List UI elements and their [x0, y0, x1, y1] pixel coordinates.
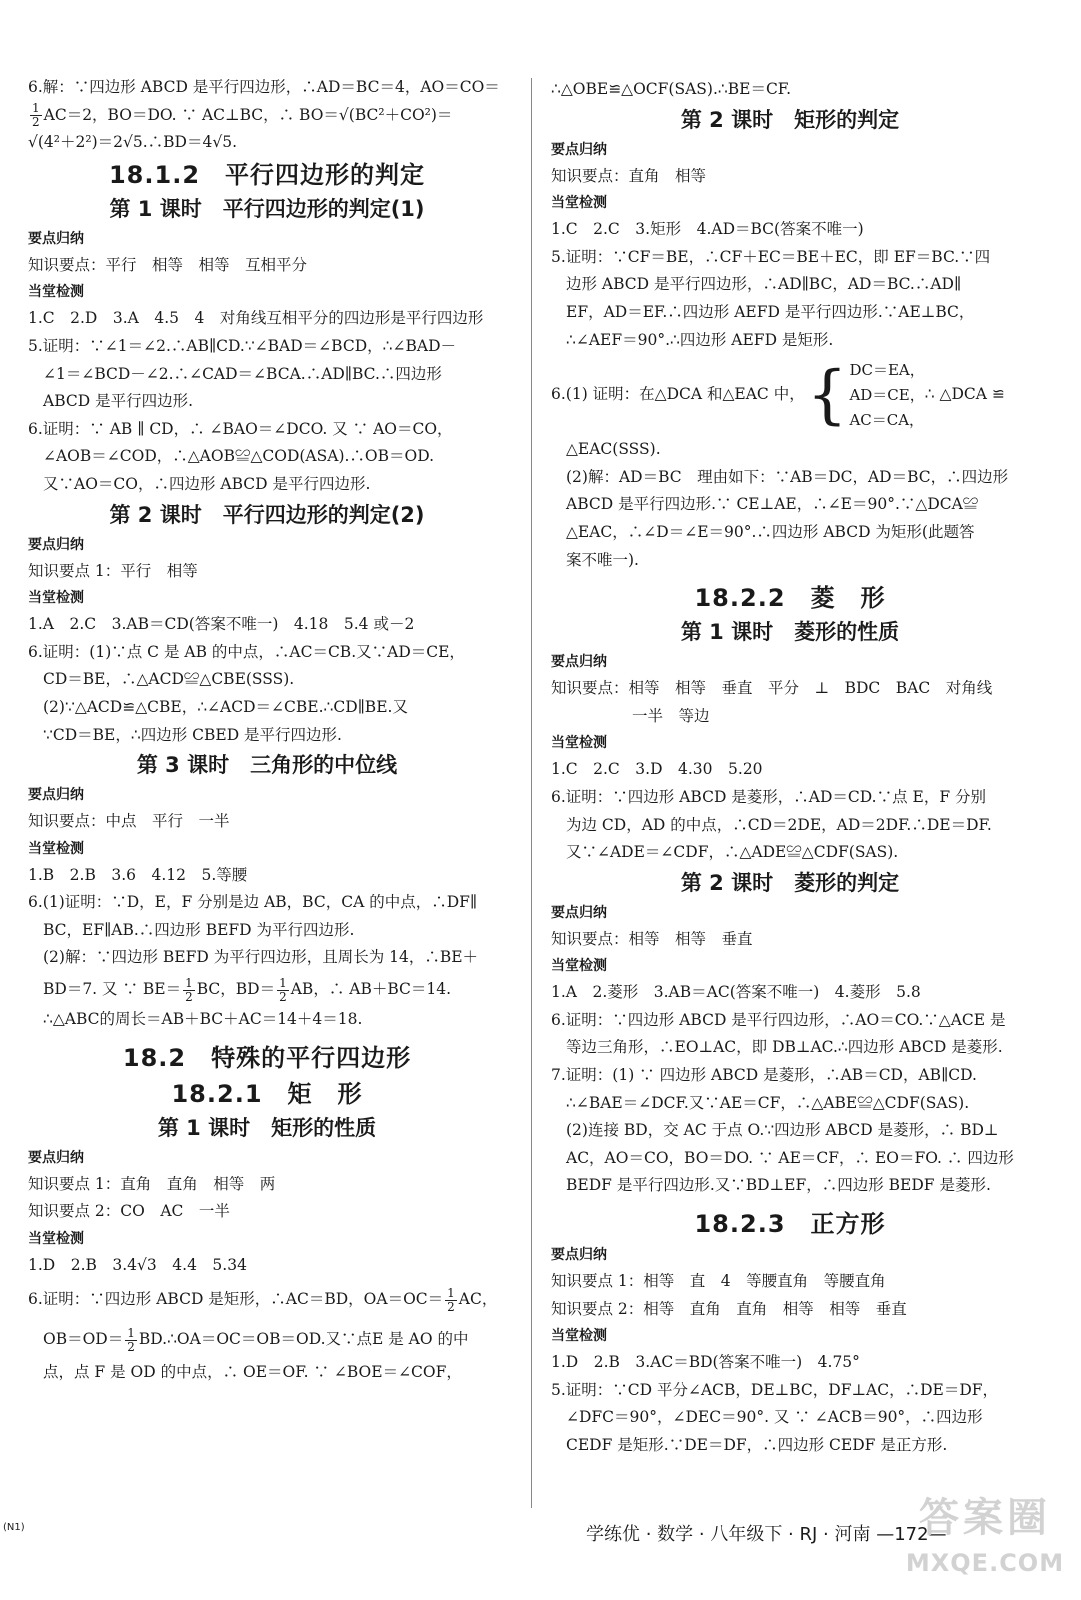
text-line: 1.D 2.B 3.AC＝BD(答案不唯一) 4.75°: [551, 1353, 860, 1372]
lesson-title: 第 2 课时 矩形的判定: [680, 107, 900, 132]
watermark-url: MXQE.COM: [905, 1549, 1065, 1577]
text-line: 知识要点 1：直角 直角 相等 两: [28, 1174, 276, 1193]
text-line: 案不唯一).: [566, 550, 639, 569]
text-line: 知识要点：直角 相等: [551, 166, 707, 185]
text-line: CEDF 是矩形.∵DE＝DF，∴四边形 CEDF 是正方形.: [566, 1436, 948, 1454]
left-column: [28, 74, 506, 1387]
brace-system: { DC＝EA， AD＝CE， AC＝CA，: [806, 358, 925, 433]
text-line: 6.证明：∵ AB ∥ CD，∴ ∠BAO＝∠DCO. 又 ∵ AO＝CO，: [28, 419, 453, 438]
lesson-title: 第 2 课时 菱形的判定: [680, 870, 900, 895]
text-line-brace: 6.(1) 证明：在△DCA 和△EAC 中， { DC＝EA， AD＝CE， AC＝CA， ∴ △DCA ≌: [551, 358, 1005, 433]
footer-text: 学练优 · 数学 · 八年级下 · RJ · 河南 —172—: [586, 1524, 947, 1545]
text-line: 边形 ABCD 是平行四边形，∴AD∥BC，AD＝BC.∴AD∥: [566, 275, 962, 294]
text-line: 知识要点 1：平行 相等: [28, 561, 198, 580]
fraction-half: $\frac{1}{2}$: [127, 1325, 135, 1354]
lesson-title: 第 1 课时 菱形的性质: [680, 620, 900, 645]
subheading-check: 当堂检测: [28, 840, 84, 857]
text-line: 1.C 2.C 3.矩形 4.AD＝BC(答案不唯一): [551, 220, 864, 239]
text-line: 6.证明：∵四边形 ABCD 是菱形，∴AD＝CD.∵点 E，F 分别: [551, 787, 987, 806]
text-line: CD＝BE，∴△ACD≌△CBE(SSS).: [43, 670, 295, 689]
text-line: ABCD 是平行四边形.: [43, 392, 194, 411]
text-line: 6.证明：(1)∵点 C 是 AB 的中点，∴AC＝CB.又∵AD＝CE，: [28, 642, 465, 661]
left-brace-icon: {: [806, 358, 848, 433]
lesson-title: 第 3 课时 三角形的中位线: [136, 753, 398, 778]
text-line: ∴∠BAE＝∠DCF.又∵AE＝CF，∴△ABE≌△CDF(SAS).: [566, 1093, 970, 1112]
text-line: 一半 等边: [632, 706, 710, 725]
text-line: (2)解：AD＝BC 理由如下：∵AB＝DC，AD＝BC，∴四边形: [566, 467, 1009, 486]
text-line: ∠1＝∠BCD－∠2.∴∠CAD＝∠BCA.∴AD∥BC.∴四边形: [43, 364, 442, 383]
fraction-half: $\frac{1}{2}$: [279, 975, 287, 1004]
text-line: (2)连接 BD，交 AC 于点 O.∵四边形 ABCD 是菱形，∴ BD⊥: [566, 1121, 999, 1140]
text-line: 知识要点 2：相等 直角 直角 相等 相等 垂直: [551, 1299, 907, 1318]
subheading-summary: 要点归纳: [551, 654, 607, 671]
text-line: 6.证明：∵四边形 ABCD 是平行四边形，∴AO＝CO.∵△ACE 是: [551, 1010, 1006, 1029]
footer-code: (N1): [3, 1522, 25, 1533]
text-line: 知识要点：中点 平行 一半: [28, 812, 230, 831]
lesson-title: 第 1 课时 矩形的性质: [157, 1115, 377, 1140]
text-line: 1.B 2.B 3.6 4.12 5.等腰: [28, 865, 248, 884]
fraction-half: $\frac{1}{2}$: [185, 975, 193, 1004]
text-line: 知识要点：相等 相等 垂直: [551, 929, 753, 948]
subheading-check: 当堂检测: [551, 958, 607, 975]
text-line: (2)解：∵四边形 BEFD 为平行四边形，且周长为 14，∴BE＋: [43, 948, 479, 967]
text-line: ∠DFC＝90°，∠DEC＝90°. 又 ∵ ∠ACB＝90°，∴四边形: [566, 1408, 983, 1427]
subheading-check: 当堂检测: [551, 195, 607, 212]
text-line: (2)∵△ACD≌△CBE，∴∠ACD＝∠CBE.∴CD∥BE.又: [43, 697, 408, 716]
text-line: 6.(1)证明：∵D，E，F 分别是边 AB，BC，CA 的中点，∴DF∥: [28, 893, 478, 912]
text-line: BD＝7. 又 ∵ BE＝ $\frac{1}{2}$ BC，BD＝ $\frac{1}{2}$ AB，∴ AB＋BC＝14.: [43, 975, 452, 1004]
subheading-check: 当堂检测: [28, 590, 84, 607]
subheading-summary: 要点归纳: [28, 230, 84, 247]
text-line: ∴△OBE≌△OCF(SAS).∴BE＝CF.: [551, 80, 792, 98]
text-line: BEDF 是平行四边形.又∵BD⊥EF，∴四边形 BEDF 是菱形.: [566, 1176, 991, 1195]
section-title-18-2: 18.2 特殊的平行四边形: [122, 1043, 412, 1072]
text-line: 5.证明：∵CD 平分∠ACB，DE⊥BC，DF⊥AC，∴DE＝DF，: [551, 1380, 999, 1399]
text-line: EF，AD＝EF.∴四边形 AEFD 是平行四边形.∵AE⊥BC，: [566, 302, 975, 321]
text-line: 又∵∠ADE＝∠CDF，∴△ADE≌△CDF(SAS).: [566, 843, 899, 862]
text-line: 6.证明：∵四边形 ABCD 是矩形，∴AC＝BD，OA＝OC＝ $\frac{1}{2}$ AC，: [28, 1285, 498, 1314]
watermark-text: 答案圈: [919, 1495, 1051, 1541]
text-line: $\frac{1}{2}$ AC＝2，BO＝DO. ∵ AC⊥BC，∴ BO＝√(BC²＋CO²)＝: [32, 101, 453, 130]
text-line: 6.解：∵四边形 ABCD 是平行四边形，∴AD＝BC＝4，AO＝CO＝: [28, 78, 500, 96]
lesson-title: 第 2 课时 平行四边形的判定(2): [109, 502, 425, 527]
text-line: 知识要点：平行 相等 相等 互相平分: [28, 255, 308, 274]
text-line: ∴∠AEF＝90°.∴四边形 AEFD 是矩形.: [566, 330, 834, 349]
text-line: ∠AOB＝∠COD，∴△AOB≌△COD(ASA).∴OB＝OD.: [43, 447, 435, 466]
subheading-summary: 要点归纳: [551, 1247, 607, 1264]
text-line: 1.A 2.菱形 3.AB＝AC(答案不唯一) 4.菱形 5.8: [551, 983, 921, 1002]
text-line: AC，AO＝CO，BO＝DO. ∵ AE＝CF，∴ EO＝FO. ∴ 四边形: [566, 1148, 1014, 1167]
text-line: 等边三角形，∴EO⊥AC，即 DB⊥AC.∴四边形 ABCD 是菱形.: [566, 1038, 1003, 1057]
text-line: ABCD 是平行四边形.∵ CE⊥AE，∴∠E＝90°.∵△DCA≌: [566, 495, 979, 514]
watermark-logo: [900, 1488, 1070, 1594]
text-line: 知识要点：相等 相等 垂直 平分 ⊥ BDC BAC 对角线: [551, 679, 993, 698]
column-divider: [531, 78, 532, 1508]
text-line: 5.证明：∵∠1＝∠2.∴AB∥CD.∵∠BAD＝∠BCD，∴∠BAD－: [28, 336, 456, 355]
section-title-18-2-2: 18.2.2 菱 形: [694, 584, 886, 613]
fraction-half: $\frac{1}{2}$: [32, 101, 40, 130]
text-line: 1.C 2.D 3.A 4.5 4 对角线互相平分的四边形是平行四边形: [28, 309, 484, 328]
text-line: 为边 CD，AD 的中点，∴CD＝2DE，AD＝2DF.∴DE＝DF.: [566, 815, 992, 834]
section-title-18-2-3: 18.2.3 正方形: [694, 1210, 886, 1239]
lesson-title: 第 1 课时 平行四边形的判定(1): [109, 196, 425, 221]
subheading-check: 当堂检测: [28, 284, 84, 301]
text-line: △EAC，∴∠D＝∠E＝90°.∴四边形 ABCD 为矩形(此题答: [566, 522, 975, 541]
text-line: 又∵AO＝CO，∴四边形 ABCD 是平行四边形.: [43, 474, 371, 493]
subheading-summary: 要点归纳: [28, 787, 84, 804]
text-line: ∴△ABC的周长＝AB＋BC＋AC＝14＋4＝18.: [43, 1010, 363, 1029]
text-line: √(4²＋2²)＝2√5.∴BD＝4√5.: [28, 133, 237, 152]
subheading-summary: 要点归纳: [551, 904, 607, 921]
section-title-18-1-2: 18.1.2 平行四边形的判定: [108, 160, 426, 189]
right-column: [551, 76, 1029, 1460]
subheading-check: 当堂检测: [28, 1230, 84, 1247]
text-line: 知识要点 1：相等 直 4 等腰直角 等腰直角: [551, 1272, 886, 1291]
text-line: OB＝OD＝ $\frac{1}{2}$ BD.∴OA＝OC＝OB＝OD.又∵点E 是 AO 的中: [43, 1325, 469, 1354]
text-line: 点，点 F 是 OD 的中点，∴ OE＝OF. ∵ ∠BOE＝∠COF，: [43, 1363, 462, 1382]
text-line: BC，EF∥AB.∴四边形 BEFD 为平行四边形.: [43, 920, 355, 939]
text-line: 5.证明：∵CF＝BE，∴CF＋EC＝BE＋EC，即 EF＝BC.∵四: [551, 247, 991, 266]
subheading-check: 当堂检测: [551, 1328, 607, 1345]
text-line: 1.A 2.C 3.AB＝CD(答案不唯一) 4.18 5.4 或－2: [28, 615, 415, 634]
text-line: 1.C 2.C 3.D 4.30 5.20: [551, 760, 763, 779]
text-line: ∵CD＝BE，∴四边形 CBED 是平行四边形.: [43, 725, 342, 744]
text-line: 1.D 2.B 3.4√3 4.4 5.34: [28, 1255, 247, 1274]
section-title-18-2-1: 18.2.1 矩 形: [171, 1079, 363, 1108]
subheading-check: 当堂检测: [551, 735, 607, 752]
text-line: 知识要点 2：CO AC 一半: [28, 1202, 230, 1221]
subheading-summary: 要点归纳: [28, 1149, 84, 1166]
subheading-summary: 要点归纳: [551, 141, 607, 158]
fraction-half: $\frac{1}{2}$: [447, 1285, 455, 1314]
text-line: △EAC(SSS).: [566, 440, 661, 459]
subheading-summary: 要点归纳: [28, 536, 84, 553]
text-line: 7.证明：(1) ∵ 四边形 ABCD 是菱形，∴AB＝CD，AB∥CD.: [551, 1066, 977, 1085]
